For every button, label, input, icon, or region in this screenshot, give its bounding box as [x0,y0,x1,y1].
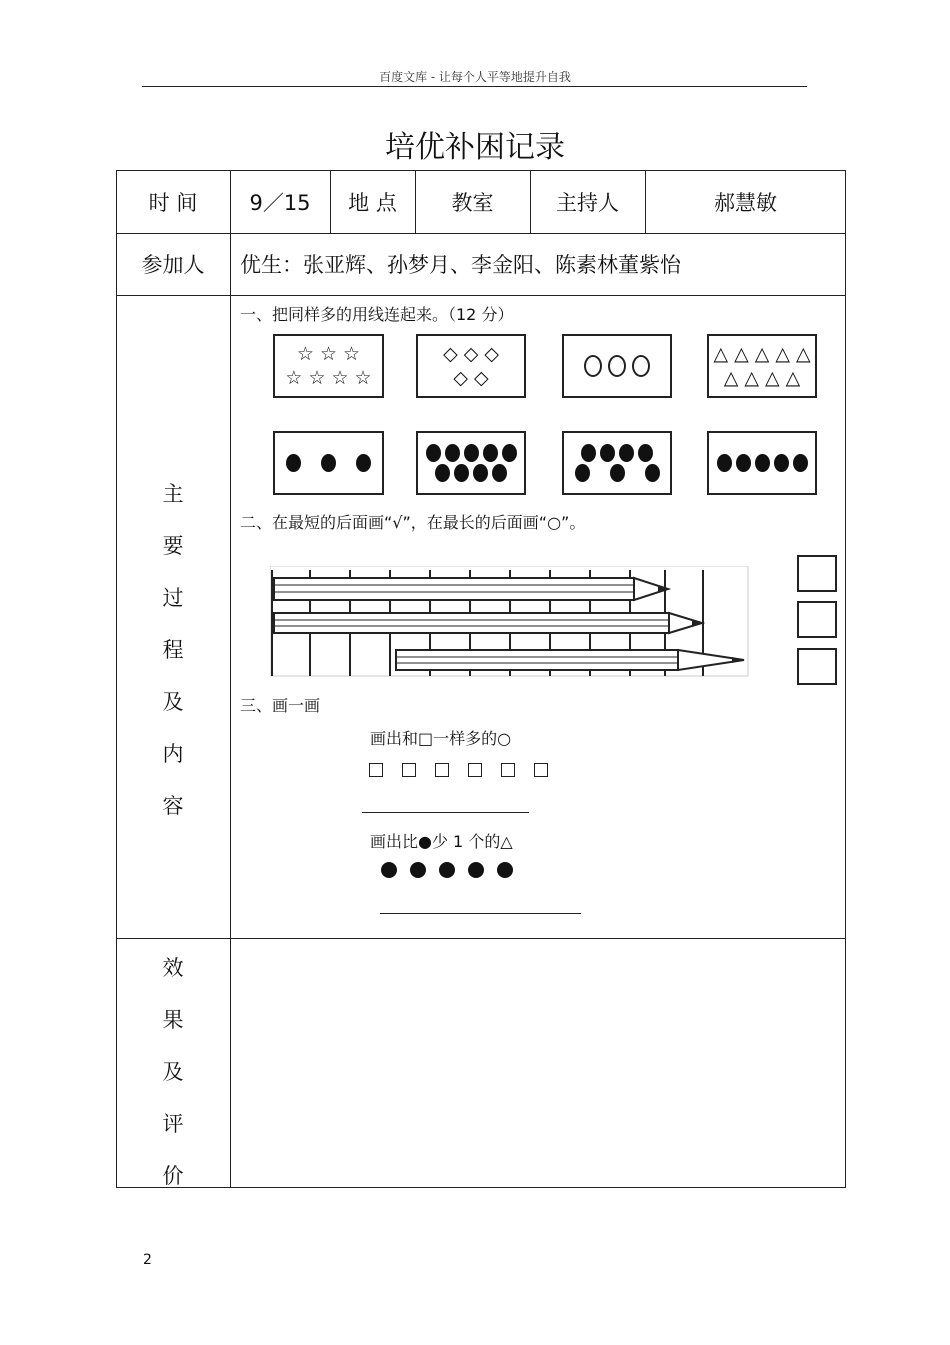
filled-dot-icon [638,444,653,462]
question-2-text: 二、在最短的后面画“√”，在最长的后面画“○”。 [240,513,586,532]
square-icon [534,763,548,777]
shape-icon: △ [765,367,780,389]
filled-dot-icon [473,464,488,482]
filled-dot-icon [502,444,517,462]
filled-dot-icon [468,862,484,878]
vertical-label-char: 评 [162,1112,184,1136]
shape-icon: ☆ [308,367,326,389]
time-value: 9／15 [249,190,311,215]
shape-icon: △ [744,367,759,389]
vertical-label-char: 价 [162,1164,184,1188]
table-col-divider [230,170,231,1188]
pencil-1 [274,578,668,600]
circle-icon [584,355,602,377]
pencil-3 [396,650,744,670]
question-3-text: 三、画一画 [240,696,321,715]
vertical-label-char: 过 [162,586,184,610]
shape-icon: △ [775,343,790,365]
shape-icon: △ [795,343,811,365]
square-icon [369,763,383,777]
filled-dot-icon [645,464,660,482]
main-process-label [116,478,230,820]
circle-icon [608,355,626,377]
vertical-label-char: 效 [162,956,184,980]
time-label: 时 间 [148,190,198,215]
shape-icon: ◇ [484,343,499,365]
place-value: 教室 [451,190,494,215]
table-row-divider [116,938,846,939]
square-icon [435,763,449,777]
filled-dot-icon [755,454,770,472]
dot-count-box[interactable] [273,431,384,495]
filled-dot-icon [454,464,469,482]
shape-icon: △ [785,367,801,389]
participants-label: 参加人 [141,253,205,277]
answer-box-2[interactable] [797,601,837,638]
filled-dot-icon [793,454,808,472]
dot-count-box[interactable] [416,431,526,495]
filled-dot-icon [356,454,371,472]
answer-box-1[interactable] [797,555,837,592]
filled-dot-icon [445,444,460,462]
filled-dot-icon [435,464,450,482]
answer-box-3[interactable] [797,648,837,685]
shape-icon: ☆ [285,367,303,389]
host-label: 主持人 [556,190,619,215]
shape-icon: ☆ [354,367,372,389]
circle-icon [632,355,650,377]
filled-dot-icon [381,862,397,878]
filled-dot-icon [464,444,479,462]
dot-row [381,862,526,882]
shape-icon: △ [734,343,749,365]
vertical-label-char: 主 [162,482,184,506]
dot-count-box[interactable] [707,431,817,495]
shape-icon: ◇ [453,367,468,389]
filled-dot-icon [483,444,498,462]
shape-icon: ☆ [343,343,361,365]
filled-dot-icon [619,444,634,462]
effect-evaluation-label [116,952,230,1190]
filled-dot-icon [600,444,615,462]
vertical-label-char: 程 [162,638,184,662]
vertical-label-char: 容 [162,794,184,818]
question-3-part-2-text: 画出比●少 1 个的△ [370,832,513,851]
shape-icon: ◇ [474,367,489,389]
vertical-label-char: 内 [162,742,184,766]
vertical-label-char: 及 [162,690,184,714]
filled-dot-icon [439,862,455,878]
vertical-label-char: 及 [162,1060,184,1084]
participants-value: 优生：张亚辉、孙梦月、李金阳、陈素林董紫怡 [240,253,681,277]
filled-dot-icon [774,454,789,472]
square-icon [501,763,515,777]
filled-dot-icon [581,444,596,462]
shape-count-box[interactable] [416,334,526,398]
filled-dot-icon [736,454,751,472]
square-icon [468,763,482,777]
shape-icon: ☆ [296,343,314,365]
filled-dot-icon [497,862,513,878]
shape-icon: ◇ [463,343,479,365]
question-1-text: 一、把同样多的用线连起来。（12 分） [240,305,514,324]
filled-dot-icon [610,464,625,482]
filled-dot-icon [492,464,507,482]
page-header-text: 百度文库 - 让每个人平等地提升自我 [379,70,571,84]
page-title: 培优补困记录 [385,130,565,165]
shape-icon: ☆ [319,343,338,365]
square-icon [402,763,416,777]
vertical-label-char: 要 [162,534,184,558]
filled-dot-icon [426,444,441,462]
answer-line-2[interactable] [380,913,581,914]
page-number: 2 [143,1252,152,1268]
filled-dot-icon [321,454,336,472]
shape-icon: △ [754,343,770,365]
filled-dot-icon [575,464,590,482]
pencil-2 [274,613,702,633]
vertical-label-char: 果 [162,1008,184,1032]
question-3-part-1-text: 画出和□一样多的○ [370,729,512,748]
shape-count-box[interactable] [707,334,817,398]
place-label: 地 点 [348,190,397,215]
shape-icon: △ [713,343,729,365]
header-rule [142,86,807,87]
pencil-length-figure [270,566,750,678]
answer-line-1[interactable] [362,812,529,813]
host-value: 郝慧敏 [714,190,777,215]
shape-icon: △ [723,367,739,389]
shape-icon: ◇ [443,343,458,365]
shape-count-box[interactable] [562,334,672,398]
shape-icon: ☆ [331,367,349,389]
filled-dot-icon [717,454,732,472]
dot-count-box[interactable] [562,431,672,495]
table-row-divider [116,295,846,296]
shape-count-box[interactable] [273,334,384,398]
filled-dot-icon [286,454,301,472]
filled-dot-icon [410,862,426,878]
square-row [369,762,567,781]
